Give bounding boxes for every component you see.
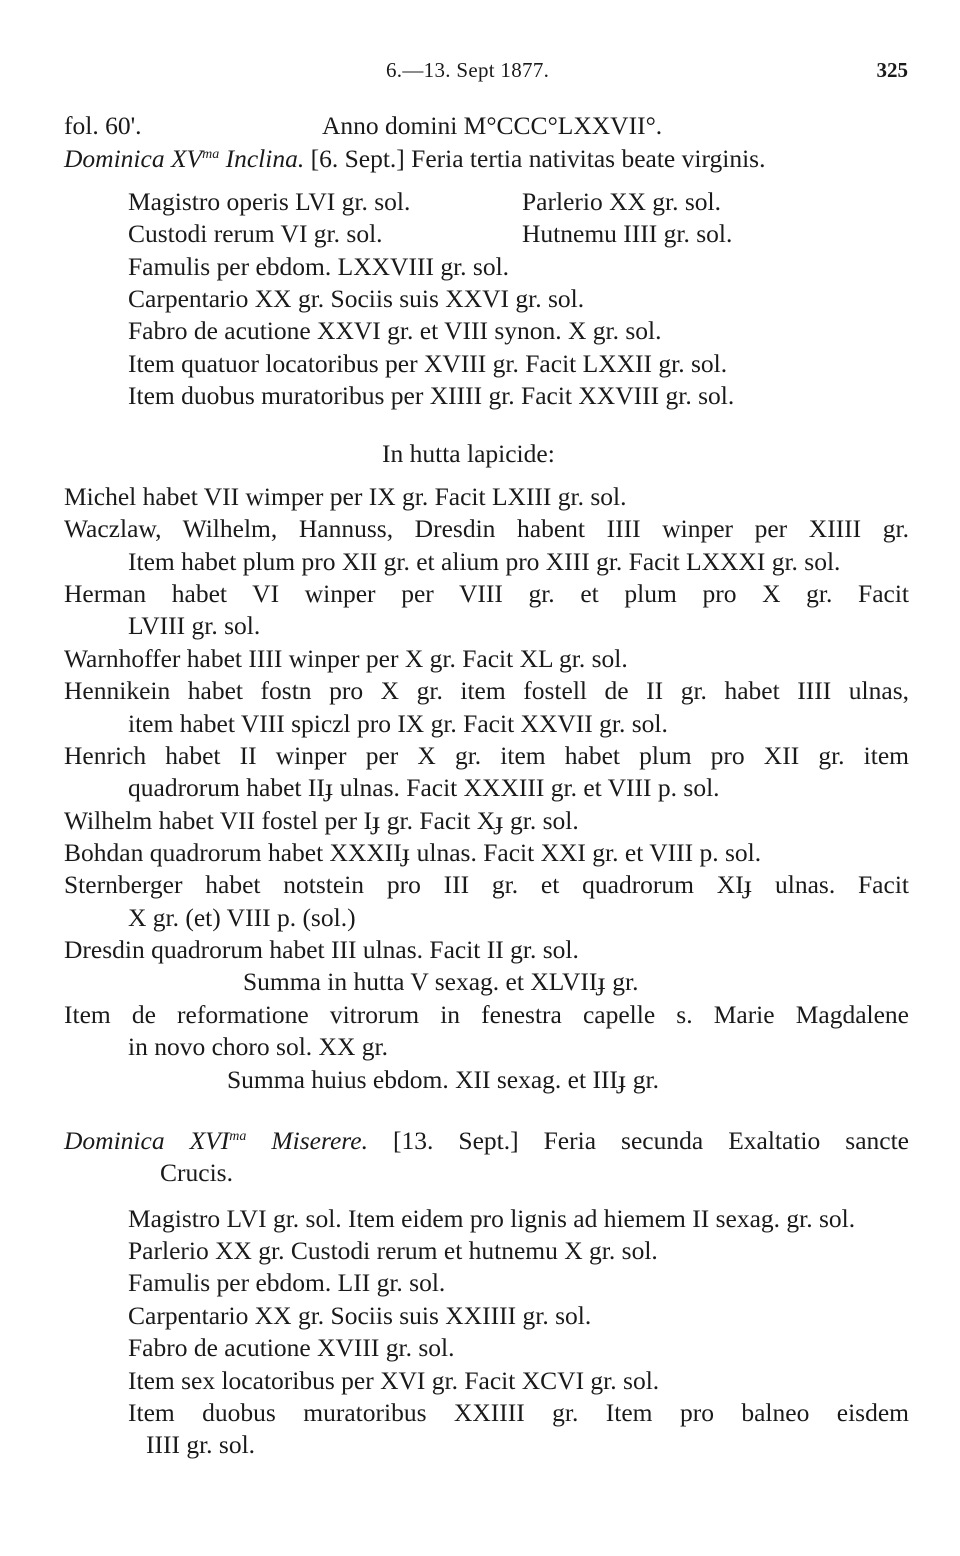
entry-herman-cont: LVIII gr. sol. <box>128 611 261 640</box>
w16-entry-fabro: Fabro de acutione XVIII gr. sol. <box>128 1333 455 1362</box>
week16-date: [13. Sept.] Feria secunda Exaltatio sancte <box>392 1126 909 1155</box>
running-header <box>0 58 960 88</box>
entry-sternberger: Sternberger habet notstein pro III gr. et quadrorum XIɟ ulnas. Facit <box>64 870 909 899</box>
entry-henrich: Henrich habet II winper per X gr. item habet plum pro XII gr. item <box>64 741 909 770</box>
entry-henrich-cont: quadrorum habet IIɟ ulnas. Facit XXXIII gr. et VIII p. sol. <box>128 773 720 802</box>
entry-wilhelm: Wilhelm habet VII fostel per Iɟ gr. Facit Xɟ gr. sol. <box>64 806 579 835</box>
entry-bohdan: Bohdan quadrorum habet XXXIIɟ ulnas. Facit XXI gr. et VIII p. sol. <box>64 838 762 867</box>
header-date-range: 6.—13. Sept 1877. <box>386 58 550 82</box>
entry-reformatione: Item de reformatione vitrorum in fenestra capelle s. Marie Magdalene <box>64 1000 909 1029</box>
week16-heading <box>64 1125 909 1157</box>
hutta-heading: In hutta lapicide: <box>382 439 555 468</box>
w16-entry-parlerio: Parlerio XX gr. Custodi rerum et hutnemu X gr. sol. <box>128 1236 658 1265</box>
week15-heading <box>64 143 765 175</box>
entry-herman: Herman habet VI winper per VIII gr. et plum pro X gr. Facit <box>64 579 909 608</box>
entry-locatoribus: Item quatuor locatoribus per XVIII gr. Facit LXXII gr. sol. <box>128 349 728 378</box>
page-number: 325 <box>876 58 908 82</box>
entry-muratoribus: Item duobus muratoribus per XIIII gr. Facit XXVIII gr. sol. <box>128 381 735 410</box>
entry-waczlaw-cont: Item habet plum pro XII gr. et alium pro XIII gr. Facit LXXXI gr. sol. <box>128 547 841 576</box>
entry-dresdin: Dresdin quadrorum habet III ulnas. Facit II gr. sol. <box>64 935 579 964</box>
entry-custodi: Custodi rerum VI gr. sol. <box>128 219 383 248</box>
week15-date: [6. Sept.] Feria tertia nativitas beate virginis. <box>310 144 766 173</box>
anno-heading: Anno domini M°CCC°LXXVII°. <box>322 111 663 140</box>
entry-waczlaw: Waczlaw, Wilhelm, Hannuss, Dresdin habent IIII winper per XIIII gr. <box>64 514 909 543</box>
entry-sternberger-cont: X gr. (et) VIII p. (sol.) <box>128 903 356 932</box>
entry-carpentario: Carpentario XX gr. Sociis suis XXVI gr. sol. <box>128 284 585 313</box>
week15-dominica: Dominica $XV^{ma}$ Inclina. <box>64 144 305 173</box>
summa-hutta: Summa in hutta V sexag. et XLVIIɟ gr. <box>243 967 639 996</box>
week16-dominica: Dominica $XVI^{ma}$ Miserere. <box>64 1126 368 1155</box>
entry-hutnemu: Hutnemu IIII gr. sol. <box>522 219 733 248</box>
entry-hennikein-cont: item habet VIII spiczl pro IX gr. Facit XXVII gr. sol. <box>128 709 668 738</box>
entry-michel: Michel habet VII wimper per IX gr. Facit LXIII gr. sol. <box>64 482 627 511</box>
folio-reference: fol. 60'. <box>64 111 142 140</box>
entry-parlerio: Parlerio XX gr. sol. <box>522 187 722 216</box>
entry-warnhoffer: Warnhoffer habet IIII winper per X gr. Facit XL gr. sol. <box>64 644 628 673</box>
entry-hennikein: Hennikein habet fostn pro X gr. item fostell de II gr. habet IIII ulnas, <box>64 676 909 705</box>
w16-entry-muratoribus: Item duobus muratoribus XXIIII gr. Item pro balneo eisdem <box>128 1398 909 1427</box>
entry-famulis: Famulis per ebdom. LXXVIII gr. sol. <box>128 252 510 281</box>
w16-entry-locatoribus: Item sex locatoribus per XVI gr. Facit XCVI gr. sol. <box>128 1366 660 1395</box>
entry-magistro: Magistro operis LVI gr. sol. <box>128 187 411 216</box>
entry-fabro: Fabro de acutione XXVI gr. et VIII synon. X gr. sol. <box>128 316 662 345</box>
week16-heading-cont: Crucis. <box>160 1158 233 1187</box>
w16-entry-magistro: Magistro LVI gr. sol. Item eidem pro lignis ad hiemem II sexag. gr. sol. <box>128 1204 856 1233</box>
entry-reformatione-cont: in novo choro sol. XX gr. <box>128 1032 388 1061</box>
w16-entry-muratoribus-cont: IIII gr. sol. <box>146 1430 256 1459</box>
w16-entry-carpentario: Carpentario XX gr. Sociis suis XXIIII gr. sol. <box>128 1301 592 1330</box>
w16-entry-famulis: Famulis per ebdom. LII gr. sol. <box>128 1268 446 1297</box>
summa-ebdom: Summa huius ebdom. XII sexag. et IIIɟ gr. <box>227 1065 659 1094</box>
